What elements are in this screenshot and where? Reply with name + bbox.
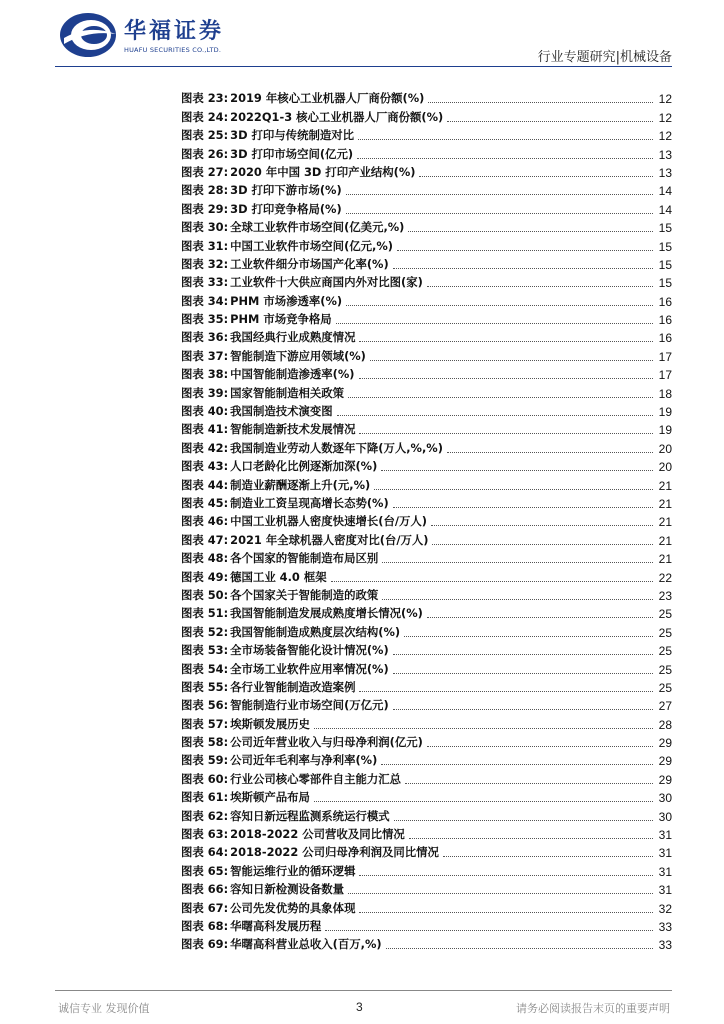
toc-dot-leader (447, 121, 653, 122)
toc-entry-title: 公司近年营业收入与归母净利润(亿元) (230, 735, 423, 750)
toc-entry-title: 我国制造技术演变图 (230, 404, 333, 419)
toc-entry-page: 21 (658, 478, 672, 493)
footer-divider (55, 990, 672, 991)
toc-entry-label: 图表 64: (181, 845, 229, 860)
toc-dot-leader (386, 948, 653, 949)
toc-entry[interactable] (181, 364, 672, 382)
toc-entry-page: 19 (658, 405, 672, 420)
toc-entry-label: 图表 25: (181, 128, 229, 143)
header-divider (55, 66, 672, 67)
toc-entry[interactable] (181, 309, 672, 327)
toc-entry-title: PHM 市场渗透率(%) (230, 293, 343, 308)
toc-entry-page: 22 (658, 570, 672, 585)
toc-entry-page: 29 (658, 736, 672, 751)
toc-entry-label: 图表 47: (181, 532, 229, 547)
toc-entry-page: 16 (658, 313, 672, 328)
toc-entry-label: 图表 39: (181, 385, 229, 400)
toc-dot-leader (314, 801, 653, 802)
toc-entry-page: 12 (658, 110, 672, 125)
footer-slogan: 诚信专业 发现价值 (58, 1002, 150, 1015)
toc-entry-title: 2018-2022 公司归母净利润及同比情况 (230, 845, 439, 860)
toc-dot-leader (359, 341, 653, 342)
toc-dot-leader (359, 912, 653, 913)
toc-entry-title: 全市场装备智能化设计情况(%) (230, 643, 389, 658)
toc-dot-leader (370, 360, 653, 361)
toc-dot-leader (405, 783, 653, 784)
toc-entry-page: 17 (658, 349, 672, 364)
toc-entry[interactable] (181, 125, 672, 143)
toc-entry-page: 31 (658, 828, 672, 843)
toc-entry-title: 智能运维行业的循环逻辑 (230, 863, 356, 878)
toc-entry-title: 智能制造行业市场空间(万亿元) (230, 698, 389, 713)
toc-dot-leader (381, 764, 653, 765)
toc-dot-leader (419, 176, 653, 177)
toc-entry-label: 图表 27: (181, 164, 229, 179)
toc-dot-leader (359, 691, 653, 692)
toc-entry-title: 行业公司核心零部件自主能力汇总 (230, 771, 402, 786)
toc-entry-page: 14 (658, 202, 672, 217)
toc-entry[interactable] (181, 787, 672, 805)
toc-dot-leader (393, 654, 653, 655)
toc-entry-title: 制造业薪酬逐渐上升(元,%) (230, 477, 371, 492)
toc-entry-label: 图表 56: (181, 698, 229, 713)
toc-dot-leader (427, 746, 653, 747)
toc-entry-title: 华曙高科发展历程 (230, 918, 322, 933)
toc-entry[interactable] (181, 88, 672, 106)
toc-dot-leader (346, 194, 653, 195)
toc-entry-title: 3D 打印市场空间(亿元) (230, 146, 354, 161)
toc-entry-label: 图表 32: (181, 256, 229, 271)
toc-entry-label: 图表 33: (181, 275, 229, 290)
toc-entry-title: 我国经典行业成熟度情况 (230, 330, 356, 345)
toc-entry-page: 25 (658, 662, 672, 677)
toc-entry-label: 图表 23: (181, 91, 229, 106)
toc-entry-label: 图表 67: (181, 900, 229, 915)
toc-entry-label: 图表 54: (181, 661, 229, 676)
toc-entry-label: 图表 58: (181, 735, 229, 750)
toc-dot-leader (336, 323, 653, 324)
toc-dot-leader (374, 489, 653, 490)
toc-entry-label: 图表 49: (181, 569, 229, 584)
toc-entry-page: 13 (658, 165, 672, 180)
toc-entry-label: 图表 42: (181, 440, 229, 455)
toc-dot-leader (331, 581, 653, 582)
toc-entry-page: 13 (658, 147, 672, 162)
toc-dot-leader (404, 636, 653, 637)
toc-dot-leader (348, 397, 653, 398)
toc-dot-leader (337, 415, 653, 416)
toc-entry-label: 图表 43: (181, 459, 229, 474)
toc-entry[interactable] (181, 695, 672, 713)
toc-entry-page: 33 (658, 938, 672, 953)
toc-dot-leader (427, 286, 653, 287)
toc-entry-page: 18 (658, 386, 672, 401)
toc-entry-page: 15 (658, 276, 672, 291)
toc-entry-label: 图表 35: (181, 312, 229, 327)
toc-entry[interactable] (181, 180, 672, 198)
toc-entry-label: 图表 36: (181, 330, 229, 345)
toc-entry[interactable] (181, 419, 672, 437)
toc-entry-label: 图表 50: (181, 587, 229, 602)
toc-entry-label: 图表 46: (181, 514, 229, 529)
page-footer (0, 990, 724, 1024)
toc-dot-leader (381, 470, 653, 471)
toc-entry[interactable] (181, 934, 672, 952)
toc-dot-leader (397, 250, 653, 251)
toc-entry-title: 3D 打印竞争格局(%) (230, 201, 342, 216)
toc-dot-leader (447, 452, 653, 453)
toc-entry-title: 容知日新远程监测系统运行模式 (230, 808, 390, 823)
toc-entry-title: 中国智能制造渗透率(%) (230, 367, 355, 382)
toc-entry-label: 图表 61: (181, 790, 229, 805)
toc-entry-label: 图表 62: (181, 808, 229, 823)
toc-entry[interactable] (181, 143, 672, 161)
toc-dot-leader (359, 378, 654, 379)
toc-entry-page: 16 (658, 294, 672, 309)
toc-entry-label: 图表 55: (181, 679, 229, 694)
toc-entry-title: 中国工业软件市场空间(亿元,%) (230, 238, 393, 253)
toc-dot-leader (325, 930, 653, 931)
toc-entry-title: 制造业工资呈现高增长态势(%) (230, 495, 389, 510)
toc-entry-page: 15 (658, 221, 672, 236)
toc-entry-page: 20 (658, 460, 672, 475)
toc-dot-leader (428, 102, 653, 103)
toc-entry-label: 图表 68: (181, 918, 229, 933)
toc-entry-page: 27 (658, 699, 672, 714)
company-logo (58, 10, 248, 60)
toc-entry-label: 图表 37: (181, 348, 229, 363)
toc-entry-title: 公司近年毛利率与净利率(%) (230, 753, 378, 768)
toc-entry-title: 各行业智能制造改造案例 (230, 679, 356, 694)
toc-dot-leader (427, 617, 653, 618)
toc-dot-leader (382, 599, 653, 600)
toc-entry-page: 15 (658, 257, 672, 272)
toc-entry[interactable] (181, 327, 672, 345)
toc-entry[interactable] (181, 235, 672, 253)
toc-entry-page: 28 (658, 717, 672, 732)
toc-entry[interactable] (181, 529, 672, 547)
toc-dot-leader (346, 305, 653, 306)
toc-entry-page: 17 (658, 368, 672, 383)
toc-entry-page: 23 (658, 588, 672, 603)
toc-dot-leader (432, 544, 653, 545)
toc-entry-label: 图表 40: (181, 404, 229, 419)
toc-entry[interactable] (181, 474, 672, 492)
toc-entry-page: 31 (658, 864, 672, 879)
toc-entry[interactable] (181, 548, 672, 566)
toc-entry-label: 图表 29: (181, 201, 229, 216)
page-number: 3 (356, 1000, 363, 1014)
toc-entry-label: 图表 66: (181, 882, 229, 897)
page-header (0, 0, 724, 70)
toc-entry-title: 全市场工业软件应用率情况(%) (230, 661, 389, 676)
toc-entry-page: 20 (658, 441, 672, 456)
toc-entry-label: 图表 24: (181, 109, 229, 124)
toc-entry[interactable] (181, 713, 672, 731)
toc-entry[interactable] (181, 916, 672, 934)
footer-disclaimer: 请务必阅读报告末页的重要声明 (516, 1002, 670, 1015)
toc-dot-leader (382, 562, 653, 563)
toc-entry-label: 图表 34: (181, 293, 229, 308)
toc-entry-title: 中国工业机器人密度快速增长(台/万人) (230, 514, 427, 529)
toc-entry[interactable] (181, 345, 672, 363)
toc-entry[interactable] (181, 382, 672, 400)
toc-entry-title: 工业软件细分市场国产化率(%) (230, 256, 389, 271)
toc-dot-leader (359, 875, 653, 876)
toc-entry-title: 全球工业软件市场空间(亿美元,%) (230, 220, 405, 235)
toc-entry-label: 图表 57: (181, 716, 229, 731)
toc-entry-title: 我国智能制造发展成熟度增长情况(%) (230, 606, 423, 621)
toc-entry[interactable] (181, 658, 672, 676)
toc-entry-title: PHM 市场竞争格局 (230, 312, 332, 327)
toc-entry-label: 图表 26: (181, 146, 229, 161)
toc-entry-label: 图表 38: (181, 367, 229, 382)
toc-entry-label: 图表 30: (181, 220, 229, 235)
toc-dot-leader (314, 728, 653, 729)
toc-entry-page: 21 (658, 496, 672, 511)
toc-entry-label: 图表 45: (181, 495, 229, 510)
toc-entry-title: 人口老龄化比例逐渐加深(%) (230, 459, 378, 474)
toc-entry[interactable] (181, 677, 672, 695)
toc-entry-title: 工业软件十大供应商国内外对比图(家) (230, 275, 423, 290)
toc-dot-leader (357, 158, 653, 159)
toc-entry-label: 图表 53: (181, 643, 229, 658)
toc-dot-leader (393, 709, 653, 710)
toc-dot-leader (393, 268, 653, 269)
toc-entry[interactable] (181, 732, 672, 750)
toc-entry[interactable] (181, 217, 672, 235)
toc-entry[interactable] (181, 621, 672, 639)
toc-entry-page: 25 (658, 680, 672, 695)
toc-entry[interactable] (181, 162, 672, 180)
toc-entry-label: 图表 69: (181, 937, 229, 952)
toc-entry[interactable] (181, 437, 672, 455)
toc-entry[interactable] (181, 897, 672, 915)
toc-dot-leader (346, 213, 653, 214)
toc-entry-title: 德国工业 4.0 框架 (230, 569, 327, 584)
toc-dot-leader (431, 525, 653, 526)
toc-entry-title: 我国制造业劳动人数逐年下降(万人,%,%) (230, 440, 443, 455)
toc-entry-page: 30 (658, 791, 672, 806)
toc-dot-leader (358, 139, 653, 140)
toc-entry-label: 图表 65: (181, 863, 229, 878)
toc-dot-leader (393, 507, 653, 508)
toc-entry-page: 33 (658, 919, 672, 934)
toc-entry-title: 2019 年核心工业机器人厂商份额(%) (230, 91, 425, 106)
brand-name-en: HUAFU SECURITIES CO.,LTD. (124, 46, 222, 54)
toc-entry-label: 图表 28: (181, 183, 229, 198)
figure-table-of-contents (181, 88, 672, 952)
toc-entry-title: 智能制造下游应用领域(%) (230, 348, 366, 363)
toc-entry-label: 图表 59: (181, 753, 229, 768)
toc-entry-page: 12 (658, 129, 672, 144)
toc-entry[interactable] (181, 272, 672, 290)
toc-entry[interactable] (181, 290, 672, 308)
toc-entry[interactable] (181, 768, 672, 786)
toc-entry-page: 15 (658, 239, 672, 254)
toc-entry[interactable] (181, 879, 672, 897)
toc-entry-title: 2020 年中国 3D 打印产业结构(%) (230, 164, 416, 179)
toc-dot-leader (359, 433, 653, 434)
toc-entry-page: 29 (658, 754, 672, 769)
toc-entry[interactable] (181, 456, 672, 474)
toc-entry[interactable] (181, 640, 672, 658)
toc-entry-page: 16 (658, 331, 672, 346)
toc-entry-label: 图表 52: (181, 624, 229, 639)
toc-entry-page: 21 (658, 552, 672, 567)
document-type: 行业专题研究|机械设备 (537, 50, 672, 65)
toc-entry-page: 30 (658, 809, 672, 824)
toc-entry[interactable] (181, 511, 672, 529)
toc-entry[interactable] (181, 860, 672, 878)
toc-entry-title: 2021 年全球机器人密度对比(台/万人) (230, 532, 429, 547)
toc-entry-title: 我国智能制造成熟度层次结构(%) (230, 624, 401, 639)
toc-dot-leader (348, 893, 653, 894)
toc-dot-leader (443, 856, 653, 857)
toc-entry-page: 19 (658, 423, 672, 438)
toc-entry[interactable] (181, 493, 672, 511)
toc-dot-leader (394, 820, 653, 821)
toc-entry-title: 容知日新检测设备数量 (230, 882, 345, 897)
toc-entry-page: 29 (658, 772, 672, 787)
toc-dot-leader (408, 231, 653, 232)
toc-entry[interactable] (181, 106, 672, 124)
toc-entry-page: 31 (658, 846, 672, 861)
toc-entry-title: 智能制造新技术发展情况 (230, 422, 356, 437)
toc-entry-page: 25 (658, 607, 672, 622)
toc-entry-title: 华曙高科营业总收入(百万,%) (230, 937, 382, 952)
brand-name-cn: 华福证券 (124, 19, 225, 44)
toc-entry-label: 图表 60: (181, 771, 229, 786)
toc-entry[interactable] (181, 585, 672, 603)
toc-entry-page: 25 (658, 625, 672, 640)
toc-entry[interactable] (181, 805, 672, 823)
toc-entry-title: 2022Q1-3 核心工业机器人厂商份额(%) (230, 109, 444, 124)
toc-entry-title: 2018-2022 公司营收及同比情况 (230, 827, 405, 842)
toc-entry-page: 32 (658, 901, 672, 916)
toc-entry-page: 14 (658, 184, 672, 199)
toc-entry-label: 图表 63: (181, 827, 229, 842)
toc-entry-title: 国家智能制造相关政策 (230, 385, 345, 400)
toc-entry-page: 31 (658, 883, 672, 898)
toc-entry-page: 12 (658, 92, 672, 107)
toc-entry-title: 埃斯顿产品布局 (230, 790, 310, 805)
toc-entry[interactable] (181, 603, 672, 621)
toc-entry-title: 3D 打印与传统制造对比 (230, 128, 355, 143)
toc-entry-label: 图表 44: (181, 477, 229, 492)
toc-entry-title: 公司先发优势的具象体现 (230, 900, 356, 915)
toc-entry[interactable] (181, 198, 672, 216)
toc-entry-page: 21 (658, 515, 672, 530)
toc-entry[interactable] (181, 566, 672, 584)
toc-entry[interactable] (181, 750, 672, 768)
toc-entry[interactable] (181, 842, 672, 860)
toc-entry-label: 图表 41: (181, 422, 229, 437)
toc-entry-page: 21 (658, 533, 672, 548)
toc-entry-label: 图表 48: (181, 551, 229, 566)
huafu-logo-icon (58, 10, 118, 60)
toc-entry[interactable] (181, 401, 672, 419)
toc-entry-title: 各个国家关于智能制造的政策 (230, 587, 379, 602)
toc-entry-title: 3D 打印下游市场(%) (230, 183, 342, 198)
toc-dot-leader (393, 673, 653, 674)
toc-entry-title: 埃斯顿发展历史 (230, 716, 310, 731)
toc-entry[interactable] (181, 824, 672, 842)
toc-entry-label: 图表 51: (181, 606, 229, 621)
toc-dot-leader (409, 838, 653, 839)
toc-entry-title: 各个国家的智能制造布局区别 (230, 551, 379, 566)
toc-entry-page: 25 (658, 644, 672, 659)
toc-entry-label: 图表 31: (181, 238, 229, 253)
toc-entry[interactable] (181, 254, 672, 272)
